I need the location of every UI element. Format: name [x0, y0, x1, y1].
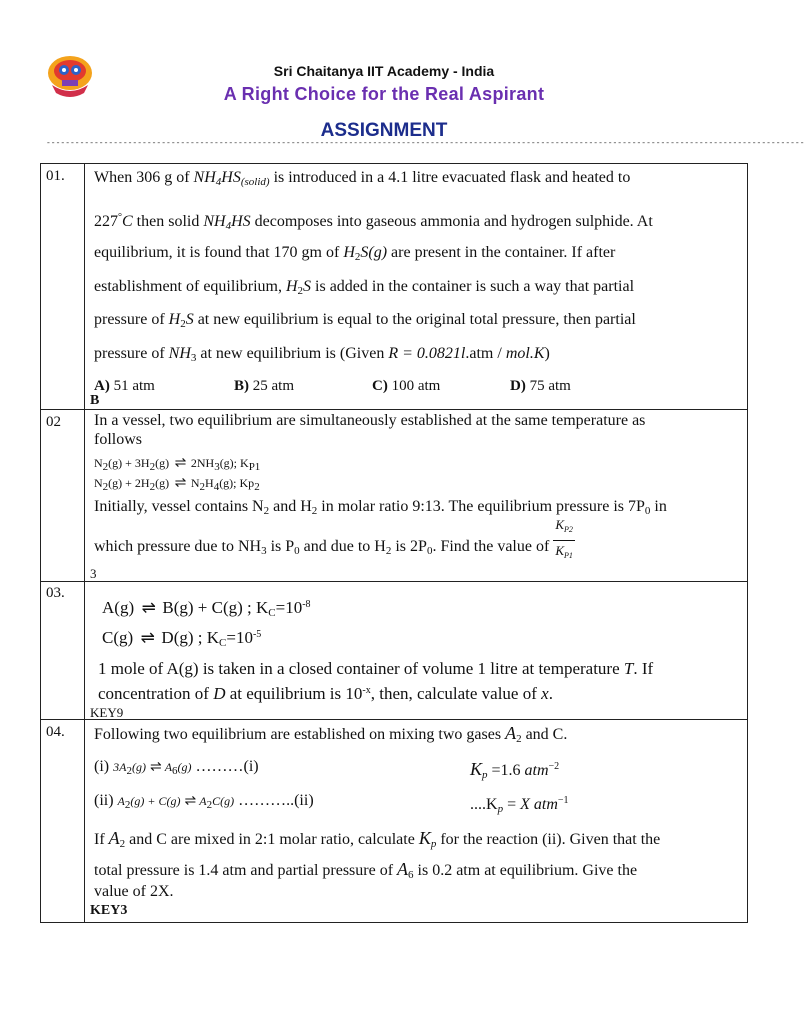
q1-line-3: equilibrium, it is found that 170 gm of $H_2S(g)$ are present in the container. If after [94, 244, 616, 263]
q4-kp-1: $K_p =1.6$ atm$^{-2}$ [470, 759, 560, 781]
tagline: A Right Choice for the Real Aspirant [223, 84, 545, 104]
question-3 [94, 583, 744, 717]
q3-line-2: concentration of D at equilibrium is $10^{-x}$, then, calculate value of x. [98, 684, 553, 703]
table-border-left [40, 163, 41, 923]
equilibrium-arrow-icon: ⇌ [137, 628, 158, 647]
q2-line-4: which pressure due to $NH_3$ is $P_0$ and due to $H_2$ is $2P_0$. Find the value of $\frac{K_{P2}}{K_{P1}}$ [94, 529, 575, 566]
q1-line-2: 227°C then solid $NH_4HS$ decomposes into gaseous ammonia and hydrogen sulphide. At [94, 212, 653, 232]
header-divider: -------------------------------------------------------------------------------------------------------------------------------------------------------------- [46, 139, 805, 148]
question-2 [94, 411, 744, 579]
q4-line-4: value of 2X. [94, 883, 174, 900]
question-4 [94, 723, 744, 919]
option-d: D) 75 atm [510, 378, 571, 394]
q2-line-3: Initially, vessel contains $N_2$ and $H_2$ in molar ratio 9:13. The equilibrium pressure is $7P_0$ in [94, 498, 667, 517]
q1-line-6: pressure of $NH_3$ at new equilibrium is (Given R = 0.0821l.atm / mol.K) [94, 345, 550, 364]
question-number: 02 [46, 414, 61, 430]
page-title: ASSIGNMENT [320, 120, 448, 141]
q1-line-1: When 306 g of $NH_4HS_{(solid)}$ is introduced in a 4.1 litre evacuated flask and heated to [94, 169, 631, 188]
table-border-right [747, 163, 748, 923]
option-b: B) 25 atm [234, 378, 294, 394]
q2-line-1: In a vessel, two equilibrium are simultaneously established at the same temperature as [94, 412, 646, 429]
q4-line-1: Following two equilibrium are established on mixing two gases $A_2$ and C. [94, 723, 568, 745]
option-c: C) 100 atm [372, 378, 441, 394]
institute-name: Sri Chaitanya IIT Academy - India [273, 63, 495, 79]
equilibrium-arrow-icon: ⇌ [172, 456, 188, 471]
answer-key: KEY9 [90, 705, 124, 720]
equilibrium-arrow-icon: ⇌ [184, 794, 196, 809]
equilibrium-arrow-icon: ⇌ [138, 598, 159, 617]
equilibrium-arrow-icon: ⇌ [172, 476, 188, 491]
row-divider [40, 581, 748, 582]
row-divider [40, 409, 748, 410]
q4-equation-1: (i) $3A_2(g)$ ⇌ $A_6(g)$ ………(i) $K_p =1.6$ atm$^{-2}$ [94, 757, 259, 781]
answer-key: KEY3 [90, 903, 128, 918]
q3-equation-2: C(g) ⇌ D(g) ; $K_C=10^{-5}$ [102, 628, 262, 649]
answer-key: B [90, 393, 100, 408]
equilibrium-arrow-icon: ⇌ [149, 760, 161, 775]
q3-equation-1: A(g) ⇌ B(g) + C(g) ; $K_C=10^{-8}$ [102, 598, 311, 619]
q2-line-2: follows [94, 431, 142, 448]
q1-line-4: establishment of equilibrium, $H_2S$ is added in the container is such a way that partial [94, 278, 635, 297]
q1-line-5: pressure of $H_2S$ at new equilibrium is equal to the original total pressure, then partial [94, 311, 636, 330]
q4-line-3: total pressure is 1.4 atm and partial pressure of $A_6$ is 0.2 atm at equilibrium. Give the [94, 859, 638, 881]
row-divider [40, 719, 748, 720]
q2-equation-1: N2(g) + 3H2(g) ⇌ 2NH3(g); KP1 [94, 456, 261, 473]
question-1 [94, 168, 744, 408]
q4-line-2: If $A_2$ and C are mixed in 2:1 molar ratio, calculate $K_p$ for the reaction (ii). Given that the [94, 828, 661, 850]
option-a: A) 51 atm [94, 378, 155, 394]
answer-key: 3 [90, 566, 97, 581]
column-divider [84, 163, 85, 923]
table-border-bottom [40, 922, 748, 923]
kp-ratio-fraction: $\frac{K_{P2}}{K_{P1}}$ [555, 517, 573, 560]
q2-equation-2: N2(g) + 2H2(g) ⇌ N2H4(g); Kp2 [94, 476, 260, 493]
question-number: 01. [46, 168, 65, 184]
question-number: 03. [46, 585, 65, 601]
q3-line-1: 1 mole of A(g) is taken in a closed container of volume 1 litre at temperature T. If [98, 659, 654, 678]
question-number: 04. [46, 724, 65, 740]
q4-equation-2: (ii) $A_2(g) + C(g)$ ⇌ $A_2C(g)$ ………..(ii) $....K_p = X$ atm$^{-1}$ [94, 791, 314, 815]
question-table [40, 163, 748, 923]
q4-kp-2: $....K_p = X$ atm$^{-1}$ [470, 795, 569, 815]
table-border-top [40, 163, 748, 164]
